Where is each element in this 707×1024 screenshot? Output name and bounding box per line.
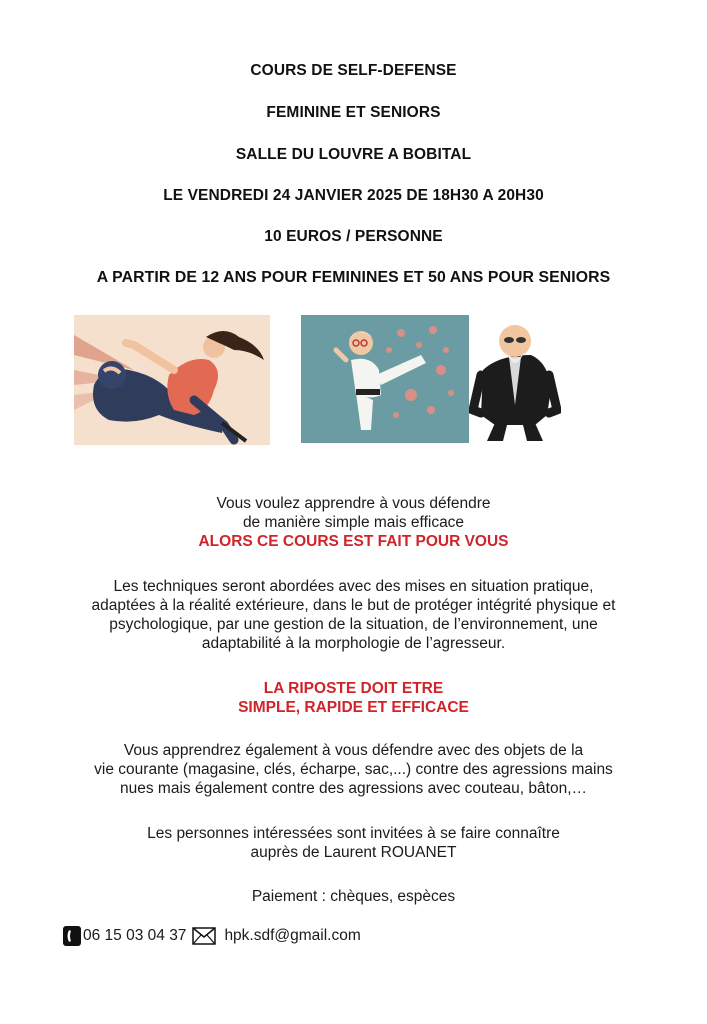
self-defense-illustration-svg	[74, 315, 270, 445]
objects-paragraph	[0, 741, 707, 798]
contact-info-line-1: Les personnes intéressées sont invitées à se faire connaître	[147, 825, 560, 842]
price-heading: 10 EUROS / PERSONNE	[264, 228, 443, 245]
martial-arts-master-illustration	[469, 315, 561, 445]
objects-line-3: nues mais également contre des agressions avec couteau, bâton,…	[120, 780, 587, 797]
payment-text: Paiement : chèques, espèces	[251, 888, 456, 905]
contact-invitation	[0, 824, 707, 862]
title-line-2: FEMININE ET SENIORS	[266, 104, 441, 121]
objects-line-1: Vous apprendrez également à vous défendre avec des objets de la	[123, 742, 584, 759]
phone-icon	[63, 926, 81, 946]
techniques-line-2: adaptées à la réalité extérieure, dans le but de protéger intégrité physique et	[91, 597, 616, 614]
title-line-1: COURS DE SELF-DEFENSE	[250, 62, 457, 79]
techniques-line-4: adaptabilité à la morphologie de l’agresseur.	[201, 635, 506, 652]
techniques-paragraph	[0, 577, 707, 653]
senior-karate-illustration-svg	[301, 315, 469, 443]
contact-row	[63, 924, 361, 948]
phone-number[interactable]: 06 15 03 04 37	[83, 927, 187, 944]
intro-highlight: ALORS CE COURS EST FAIT POUR VOUS	[198, 533, 509, 550]
riposte-line-2: SIMPLE, RAPIDE ET EFFICACE	[238, 699, 469, 716]
techniques-line-1: Les techniques seront abordées avec des mises en situation pratique,	[113, 578, 594, 595]
venue-heading: SALLE DU LOUVRE A BOBITAL	[235, 146, 472, 163]
martial-arts-master-illustration-svg	[469, 315, 561, 445]
envelope-icon	[192, 927, 216, 945]
senior-karate-illustration	[301, 315, 469, 443]
objects-line-2: vie courante (magasine, clés, écharpe, sac,...) contre des agressions mains	[94, 761, 613, 778]
age-heading: A PARTIR DE 12 ANS POUR FEMININES ET 50 ANS POUR SENIORS	[96, 269, 611, 286]
intro-text	[0, 494, 707, 551]
payment-info	[0, 887, 707, 906]
email-address[interactable]: hpk.sdf@gmail.com	[224, 927, 361, 944]
intro-line-2: de manière simple mais efficace	[242, 514, 465, 531]
contact-info-line-2: auprès de Laurent ROUANET	[250, 844, 457, 861]
riposte-line-1: LA RIPOSTE DOIT ETRE	[263, 680, 444, 697]
self-defense-illustration	[74, 315, 270, 445]
intro-line-1: Vous voulez apprendre à vous défendre	[216, 495, 491, 512]
techniques-line-3: psychologique, par une gestion de la situation, de l’environnement, une	[109, 616, 598, 633]
date-heading: LE VENDREDI 24 JANVIER 2025 DE 18H30 A 20H30	[163, 187, 544, 204]
riposte-highlight	[0, 679, 707, 717]
